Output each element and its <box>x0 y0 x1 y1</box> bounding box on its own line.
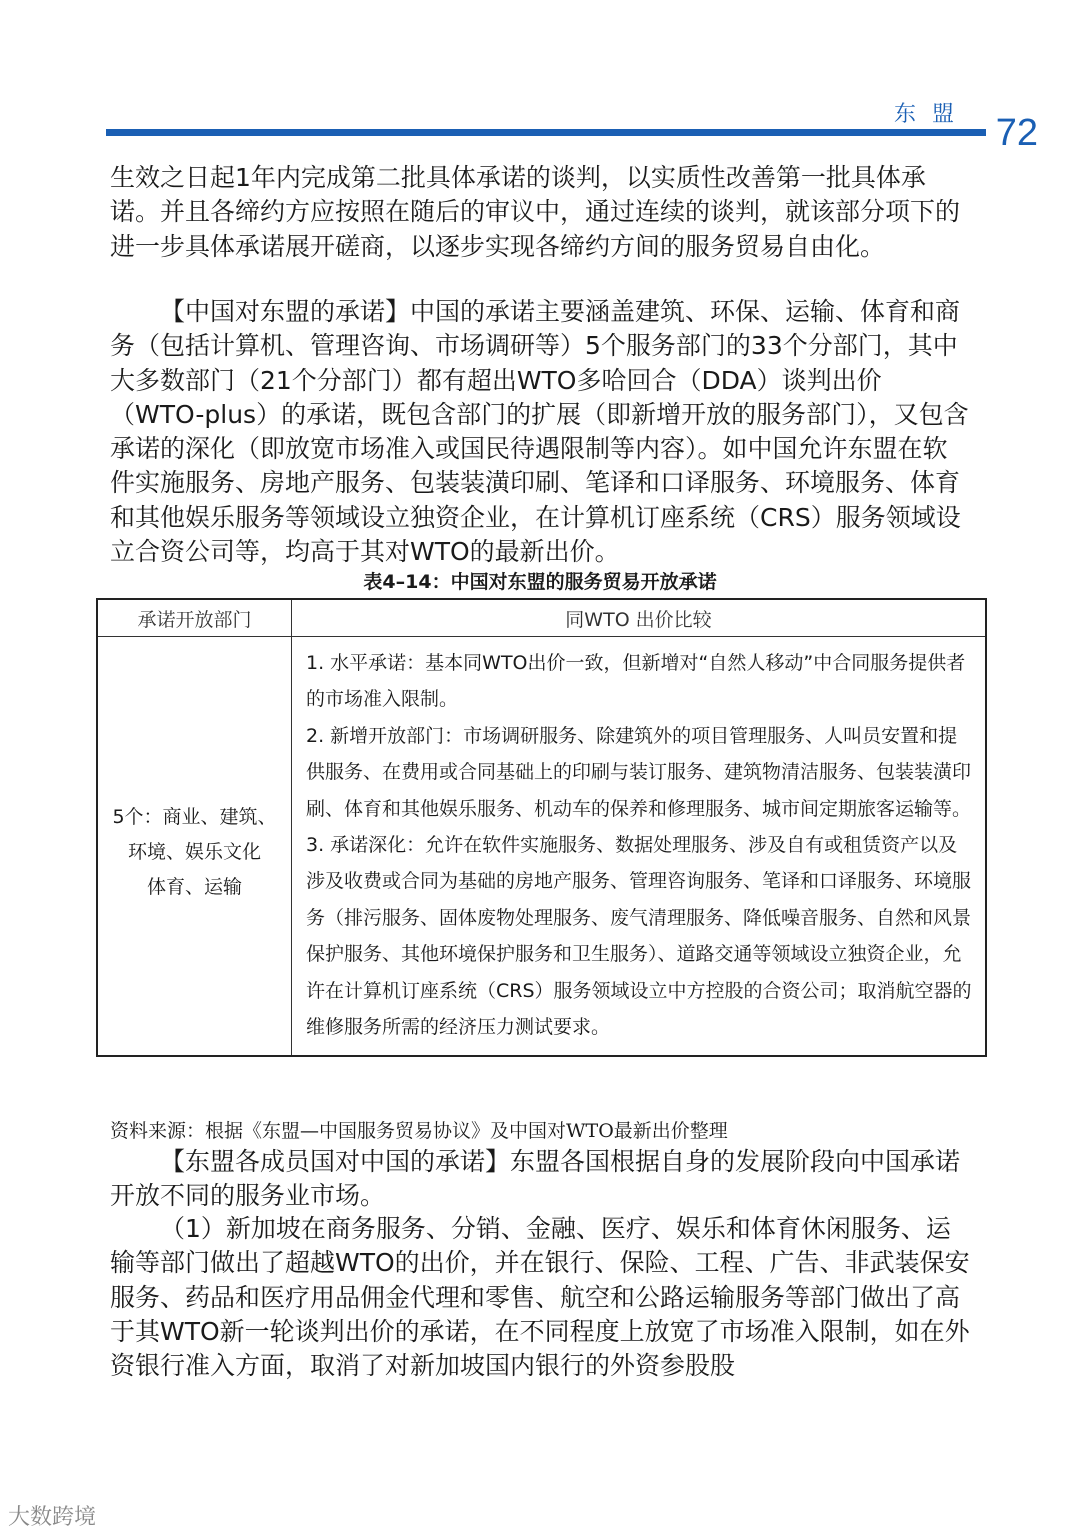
sectors-line: 体育、运输 <box>146 875 242 898</box>
paragraph-1: 生效之日起1年内完成第二批具体承诺的谈判，以实质性改善第一批具体承诺。并且各缔约方应按照在随后的审议中，通过连续的谈判，就该部分项下的进一步具体承诺展开磋商，以逐步实现各缔约方间的服务贸易自由化。 <box>110 163 961 261</box>
table-title: 表4–14：中国对东盟的服务贸易开放承诺 <box>363 571 717 593</box>
paragraph-3: 【东盟各成员国对中国的承诺】东盟各国根据自身的发展阶段向中国承诺开放不同的服务业市场。 <box>110 1147 961 1211</box>
section-title: 东盟 <box>893 102 970 127</box>
table-row <box>97 637 986 1057</box>
header-sectors: 承诺开放部门 <box>97 599 292 637</box>
commitment-table <box>96 598 987 1057</box>
sectors-cell <box>97 637 292 1057</box>
watermark-logo: 大数跨境 <box>8 1505 97 1530</box>
header-rule <box>106 129 986 136</box>
detail-new-sectors: 2. 新增开放部门：市场调研服务、除建筑外的项目管理服务、人叫员安置和提供服务、在费用或合同基础上的印刷与装订服务、建筑物清洁服务、包装装潢印刷、体育和其他娱乐服务、机动车的保养和修理服务、城市间定期旅客运输等。 <box>306 724 972 820</box>
table-source: 资料来源：根据《东盟—中国服务贸易协议》及中国对WTO最新出价整理 <box>110 1120 728 1142</box>
detail-horizontal-commitment: 1. 水平承诺：基本同WTO出价一致，但新增对“自然人移动”中合同服务提供者的市场准入限制。 <box>306 652 966 711</box>
page-number: 72 <box>995 112 1038 154</box>
detail-deepened-commitment: 3. 承诺深化：允许在软件实施服务、数据处理服务、涉及自有或租赁资产以及涉及收费或合同为基础的房地产服务、管理咨询服务、笔译和口译服务、环境服务（排污服务、固体废物处理服务、废气清理服务、降低噪音服务、自然和风景保护服务、其他环境保护服务和卫生服务）、道路交通等领域设立独资企业，允许在计算机订座系统（CRS）服务领域设立中方控股的合资公司；取消航空器的维修服务所需的经济压力测试要求。 <box>306 834 972 1039</box>
header-wto-comparison: 同WTO 出价比较 <box>292 599 987 637</box>
table-header-row <box>97 599 986 637</box>
sectors-line: 环境、娱乐文化 <box>127 840 261 863</box>
sectors-line: 5个：商业、建筑、 <box>112 805 277 828</box>
paragraph-2: 【中国对东盟的承诺】中国的承诺主要涵盖建筑、环保、运输、体育和商务（包括计算机、管理咨询、市场调研等）5个服务部门的33个分部门，其中大多数部门（21个分部门）都有超出WTO多哈回合（DDA）谈判出价（WTO-plus）的承诺，既包含部门的扩展（即新增开放的服务部门），又包含承诺的深化（即放宽市场准入或国民待遇限制等内容）。如中国允许东盟在软件实施服务、房地产服务、包装装潢印刷、笔译和口译服务、环境服务、体育和其他娱乐服务等领域设立独资企业，在计算机订座系统（CRS）服务领域设立合资公司等，均高于其对WTO的最新出价。 <box>110 297 969 567</box>
details-cell <box>292 637 987 1057</box>
paragraph-4: （1）新加坡在商务服务、分销、金融、医疗、娱乐和体育休闲服务、运输等部门做出了超越WTO的出价，并在银行、保险、工程、广告、非武装保安服务、药品和医疗用品佣金代理和零售、航空和公路运输服务等部门做出了高于其WTO新一轮谈判出价的承诺，在不同程度上放宽了市场准入限制，如在外资银行准入方面，取消了对新加坡国内银行的外资参股股 <box>110 1214 970 1381</box>
